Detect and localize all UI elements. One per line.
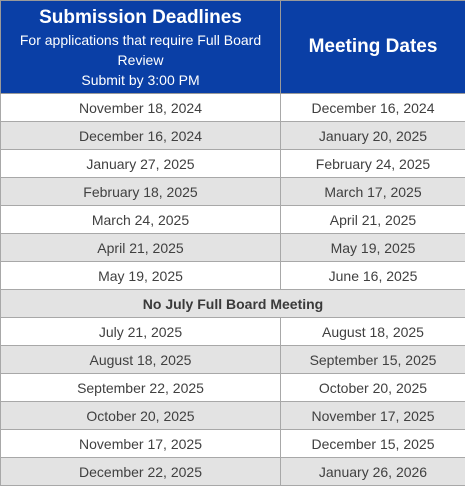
meeting-cell: November 17, 2025 <box>281 402 465 430</box>
submission-deadlines-title: Submission Deadlines <box>39 7 242 28</box>
submit-time-note: Submit by 3:00 PM <box>81 72 200 88</box>
table-row <box>1 458 465 486</box>
meeting-dates-header <box>281 1 465 94</box>
meeting-cell: May 19, 2025 <box>281 234 465 262</box>
deadline-cell: November 17, 2025 <box>1 430 281 458</box>
table-row <box>1 178 465 206</box>
no-july-meeting-notice: No July Full Board Meeting <box>1 290 465 318</box>
table-row <box>1 346 465 374</box>
submission-deadlines-header <box>1 1 281 94</box>
table-row <box>1 318 465 346</box>
meeting-cell: October 20, 2025 <box>281 374 465 402</box>
table-row <box>1 150 465 178</box>
table-row <box>1 234 465 262</box>
deadline-cell: November 18, 2024 <box>1 94 281 122</box>
full-board-review-note: For applications that require Full Board Review <box>19 32 262 68</box>
table-row <box>1 122 465 150</box>
deadline-cell: September 22, 2025 <box>1 374 281 402</box>
deadline-cell: March 24, 2025 <box>1 206 281 234</box>
deadline-cell: October 20, 2025 <box>1 402 281 430</box>
meeting-cell: June 16, 2025 <box>281 262 465 290</box>
deadline-cell: August 18, 2025 <box>1 346 281 374</box>
table-row <box>1 430 465 458</box>
meeting-cell: August 18, 2025 <box>281 318 465 346</box>
meeting-cell: December 16, 2024 <box>281 94 465 122</box>
table-row <box>1 374 465 402</box>
meeting-cell: March 17, 2025 <box>281 178 465 206</box>
meeting-cell: January 26, 2026 <box>281 458 465 486</box>
meeting-dates-title: Meeting Dates <box>308 36 438 57</box>
meeting-cell: January 20, 2025 <box>281 122 465 150</box>
table-row <box>1 94 465 122</box>
meeting-cell: April 21, 2025 <box>281 206 465 234</box>
table-header-row <box>1 1 465 94</box>
deadline-cell: December 16, 2024 <box>1 122 281 150</box>
meeting-cell: September 15, 2025 <box>281 346 465 374</box>
table-row <box>1 206 465 234</box>
deadline-cell: February 18, 2025 <box>1 178 281 206</box>
meeting-cell: February 24, 2025 <box>281 150 465 178</box>
deadline-cell: April 21, 2025 <box>1 234 281 262</box>
deadline-cell: May 19, 2025 <box>1 262 281 290</box>
meeting-cell: December 15, 2025 <box>281 430 465 458</box>
table-row <box>1 262 465 290</box>
notice-row <box>1 290 465 318</box>
deadline-cell: January 27, 2025 <box>1 150 281 178</box>
table-row <box>1 402 465 430</box>
deadline-cell: December 22, 2025 <box>1 458 281 486</box>
deadline-cell: July 21, 2025 <box>1 318 281 346</box>
